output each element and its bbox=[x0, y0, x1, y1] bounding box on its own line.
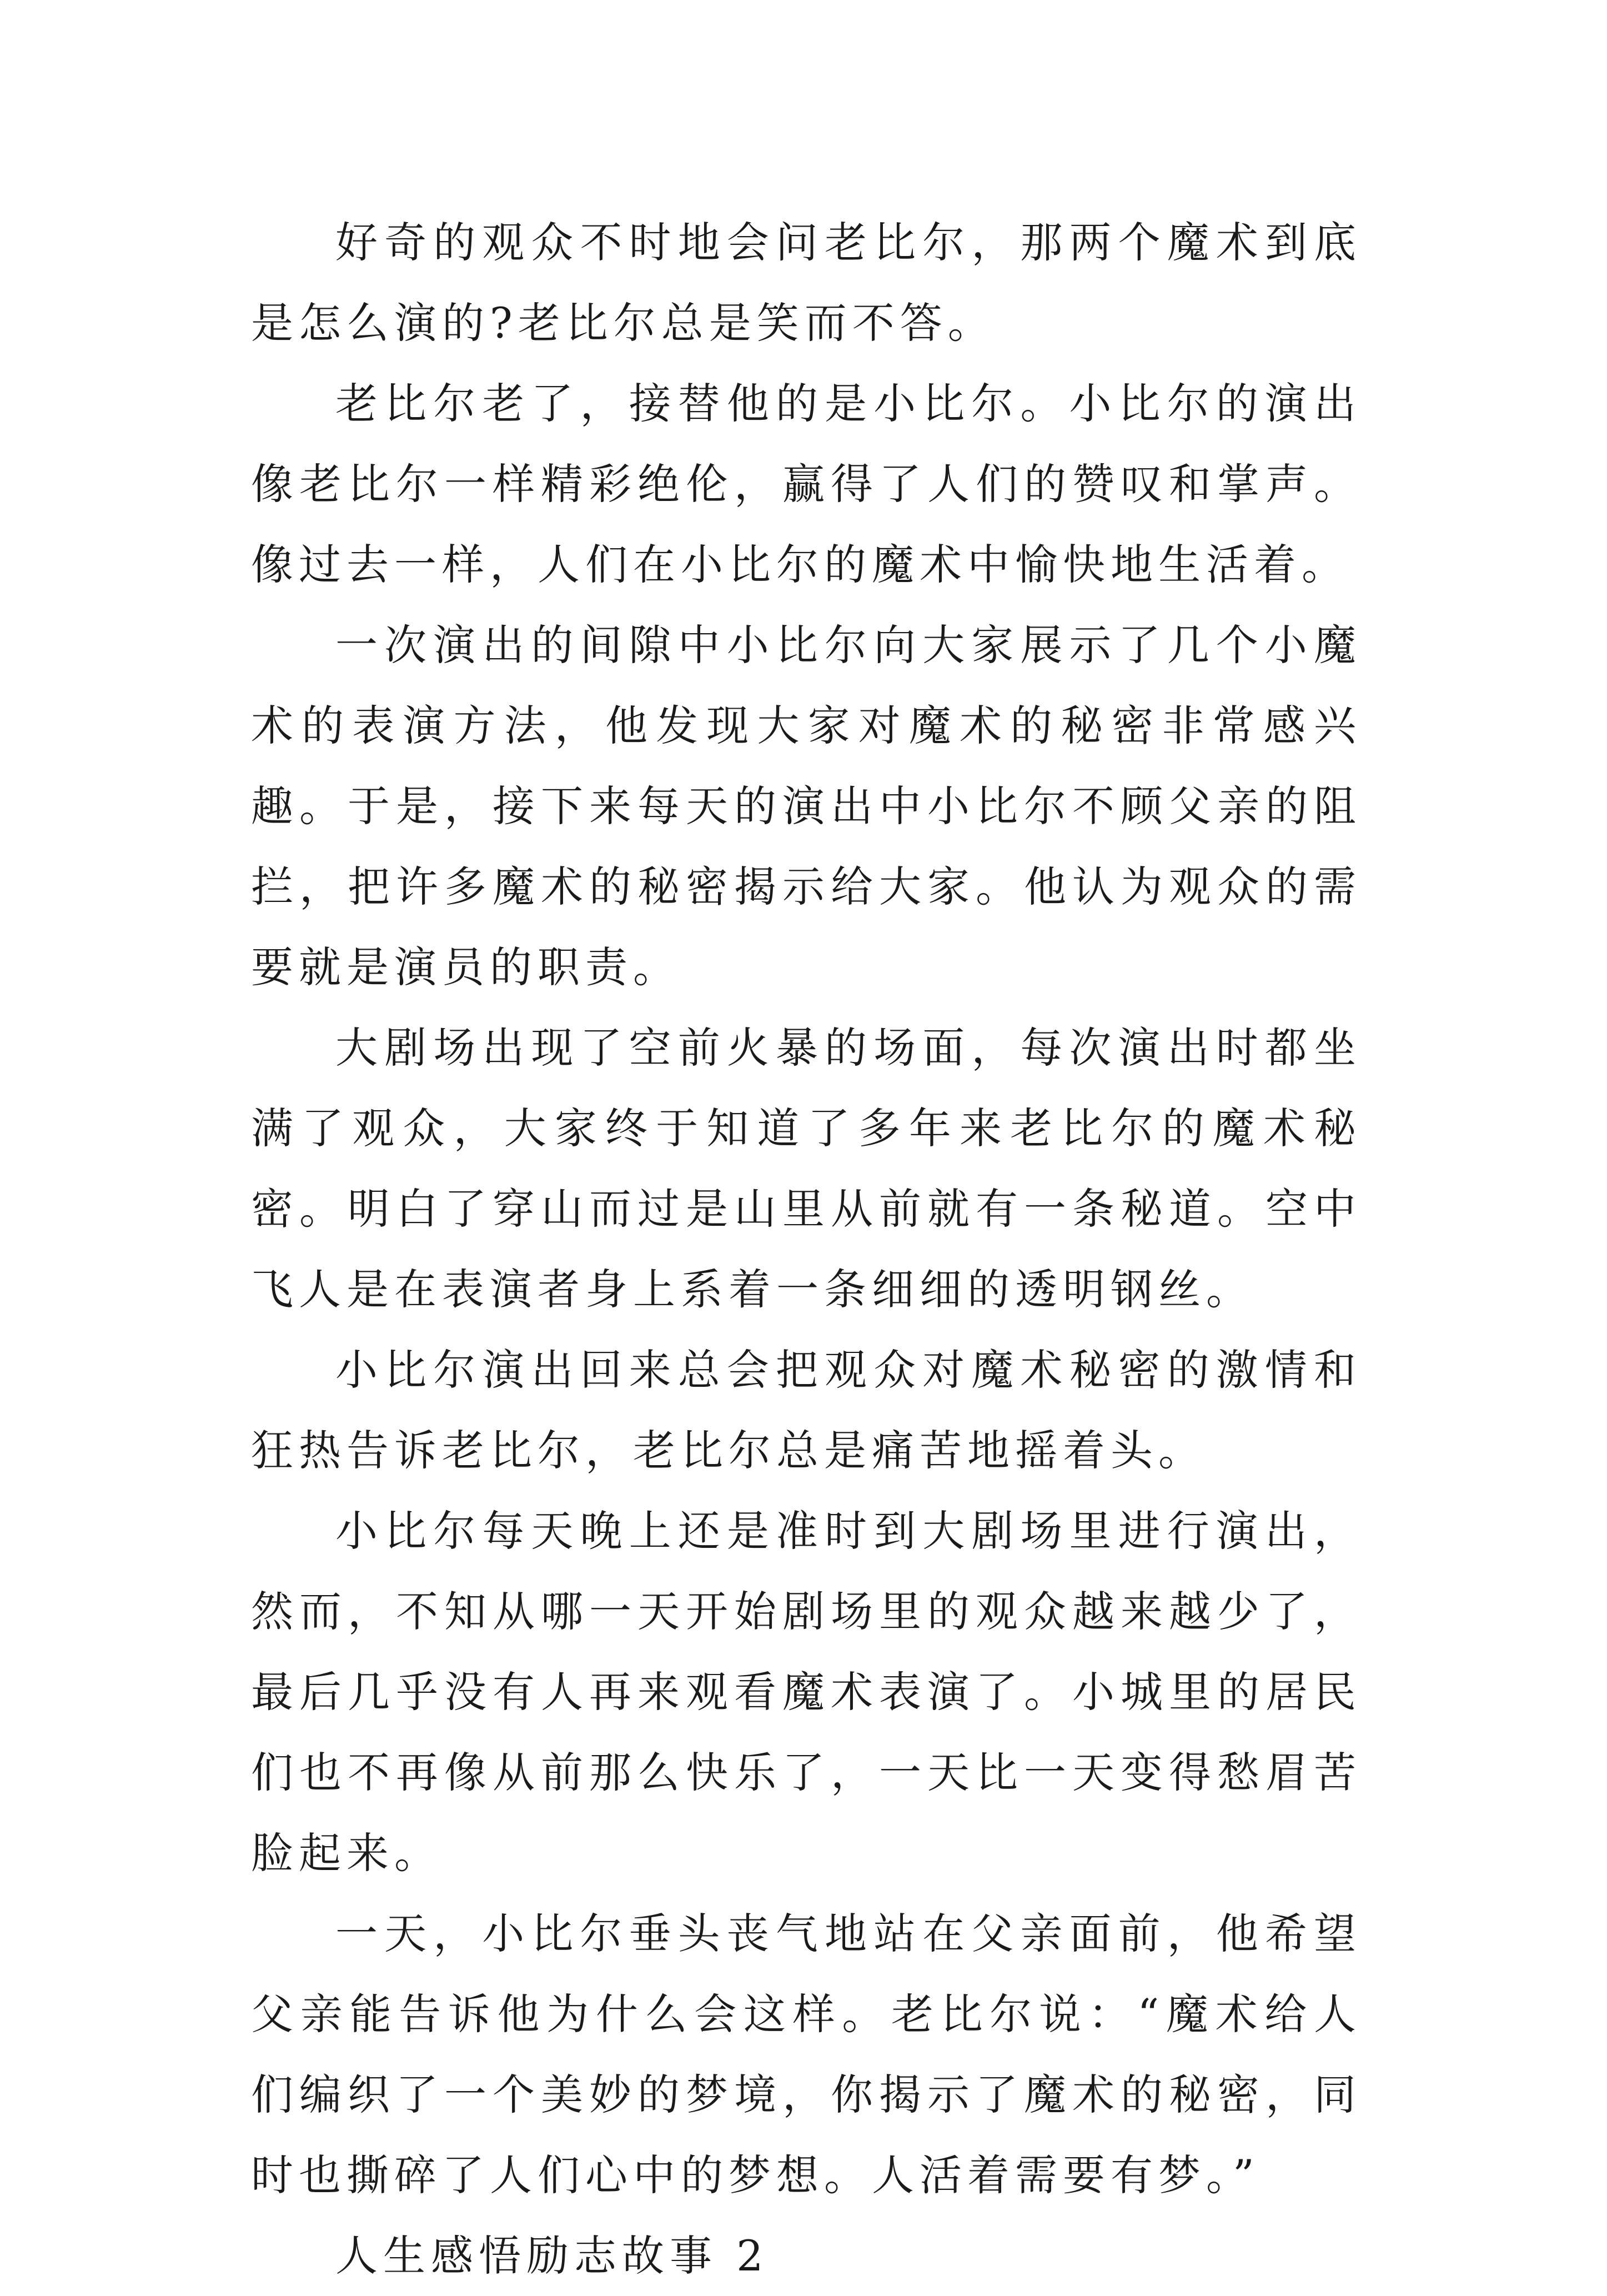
paragraph: 一次演出的间隙中小比尔向大家展示了几个小魔术的表演方法，他发现大家对魔术的秘密非常感兴趣。于是，接下来每天的演出中小比尔不顾父亲的阻拦，把许多魔术的秘密揭示给大家。他认为观众的需要就是演员的职责。 bbox=[251, 620, 1362, 992]
document-body bbox=[251, 202, 1362, 2296]
paragraph: 一天，小比尔垂头丧气地站在父亲面前，他希望父亲能告诉他为什么会这样。老比尔说：“魔术给人们编织了一个美妙的梦境，你揭示了魔术的秘密，同时也撕碎了人们心中的梦想。人活着需要有梦。” bbox=[251, 1909, 1362, 2200]
paragraph: 好奇的观众不时地会问老比尔，那两个魔术到底是怎么演的?老比尔总是笑而不答。 bbox=[251, 218, 1362, 348]
section-heading: 人生感悟励志故事 2 bbox=[335, 2231, 769, 2280]
paragraph: 小比尔演出回来总会把观众对魔术秘密的激情和狂热告诉老比尔，老比尔总是痛苦地摇着头。 bbox=[251, 1345, 1362, 1475]
paragraph: 小比尔每天晚上还是准时到大剧场里进行演出，然而，不知从哪一天开始剧场里的观众越来越少了，最后几乎没有人再来观看魔术表演了。小城里的居民们也不再像从前那么快乐了，一天比一天变得愁眉苦脸起来。 bbox=[251, 1506, 1362, 1878]
paragraph: 老比尔老了，接替他的是小比尔。小比尔的演出像老比尔一样精彩绝伦，赢得了人们的赞叹和掌声。像过去一样，人们在小比尔的魔术中愉快地生活着。 bbox=[251, 379, 1362, 589]
paragraph: 大剧场出现了空前火暴的场面，每次演出时都坐满了观众，大家终于知道了多年来老比尔的魔术秘密。明白了穿山而过是山里从前就有一条秘道。空中飞人是在表演者身上系着一条细细的透明钢丝。 bbox=[251, 1023, 1362, 1314]
